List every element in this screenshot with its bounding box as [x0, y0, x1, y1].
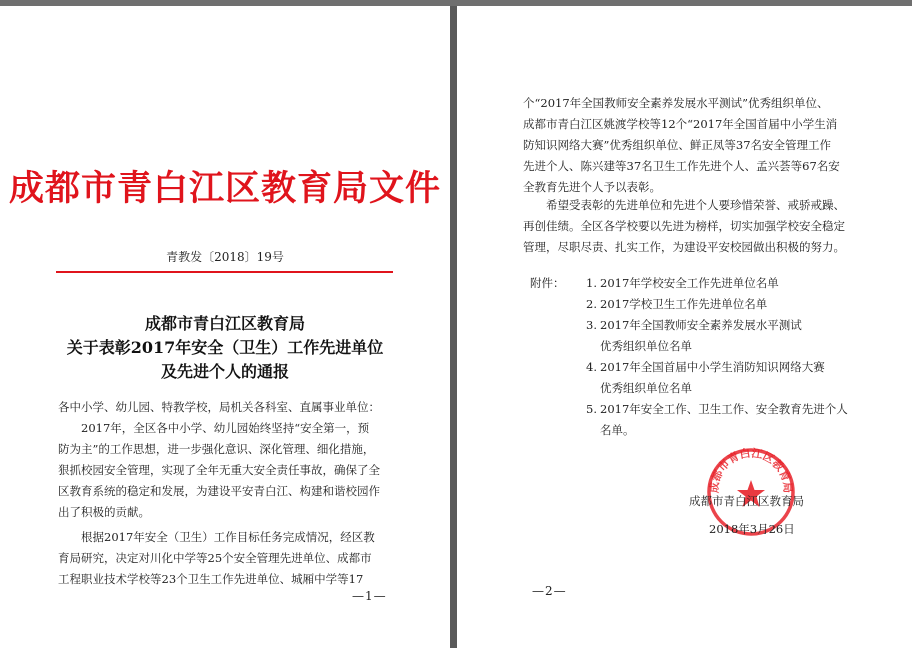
paragraph-line: 出了积极的贡献。 — [58, 505, 150, 519]
page-number: —2— — [532, 584, 567, 598]
attachment-title-continued: 优秀组织单位名单 — [600, 339, 692, 353]
attachment-item — [530, 315, 848, 336]
attachment-item — [530, 273, 848, 294]
attachment-title: 2017年全国首届中小学生消防知识网络大赛 — [600, 360, 825, 374]
attachment-number: 2. — [586, 297, 597, 311]
paragraph-line: 先进个人、陈兴建等37名卫生工作先进个人、孟兴荟等67名安 — [523, 159, 840, 173]
notice-title-line: 关于表彰2017年安全（卫生）工作先进单位 — [66, 338, 384, 357]
notice-title — [0, 312, 450, 384]
paragraph-line: 防知识网络大赛”优秀组织单位、鲜正凤等37名安全管理工作 — [523, 138, 832, 152]
paragraph-line: 个“2017年全国教师安全素养发展水平测试”优秀组织单位、 — [523, 96, 829, 110]
signing-authority: 成都市青白江区教育局 — [689, 494, 804, 508]
paragraph-line: 根据2017年安全（卫生）工作目标任务完成情况，经区教 — [81, 530, 375, 544]
paragraph-line: 2017年，全区各中小学、幼儿园始终坚持“安全第一，预 — [81, 421, 370, 435]
attachment-item — [530, 399, 848, 420]
attachment-title: 2017年全国教师安全素养发展水平测试 — [600, 318, 802, 332]
page-number: —1— — [352, 589, 387, 603]
paragraph-line: 管理，尽职尽责、扎实工作，为建设平安校园做出积极的努力。 — [523, 240, 845, 254]
issue-date: 2018年3月26日 — [709, 522, 795, 536]
attachment-title-continued: 优秀组织单位名单 — [600, 381, 692, 395]
attachment-number: 4. — [586, 360, 597, 374]
paragraph-line: 狠抓校园安全管理，实现了全年无重大安全责任事故，确保了全 — [58, 463, 380, 477]
paragraph-line: 防为主”的工作思想，进一步强化意识、深化管理、细化措施， — [58, 442, 375, 456]
document-page-2 — [457, 6, 912, 648]
attachments-label: 附件： — [530, 276, 565, 290]
recipients-line: 各中小学、幼儿园、特教学校，局机关各科室、直属事业单位： — [58, 400, 380, 414]
attachment-title: 2017学校卫生工作先进单位名单 — [600, 297, 768, 311]
paragraph-line: 工程职业技术学校等23个卫生工作先进单位、城厢中学等17 — [58, 572, 364, 586]
paragraph-line: 再创佳绩。全区各学校要以先进为榜样，切实加强学校安全稳定 — [523, 219, 845, 233]
paragraph-line: 成都市青白江区姚渡学校等12个“2017年全国首届中小学生消 — [523, 117, 838, 131]
attachment-number: 1. — [586, 276, 597, 290]
attachment-number: 5. — [586, 402, 597, 416]
document-header-title: 成都市青白江区教育局文件 — [8, 168, 441, 209]
document-page-1 — [0, 6, 450, 648]
attachments-list — [530, 273, 848, 441]
attachment-title: 2017年安全工作、卫生工作、安全教育先进个人 — [600, 402, 848, 416]
attachment-title: 2017年学校安全工作先进单位名单 — [600, 276, 779, 290]
page-gutter — [450, 6, 457, 648]
notice-body — [58, 397, 404, 590]
hope-paragraph — [523, 195, 883, 258]
continued-paragraph — [523, 93, 883, 198]
red-divider-line — [56, 271, 393, 273]
notice-title-line: 及先进个人的通报 — [160, 362, 289, 381]
attachment-item — [530, 294, 848, 315]
attachment-number: 3. — [586, 318, 597, 332]
paragraph-line: 希望受表彰的先进单位和先进个人要珍惜荣誉、戒骄戒躁、 — [546, 198, 845, 212]
document-number: 青教发〔2018〕19号 — [166, 250, 284, 264]
paragraph-line: 全教育先进个人予以表彰。 — [523, 180, 661, 194]
paragraph-line: 育局研究，决定对川化中学等25个安全管理先进单位、成都市 — [58, 551, 372, 565]
seal-text: 成都市青白江区教育局 — [707, 446, 795, 494]
paragraph-line: 区教育系统的稳定和发展，为建设平安青白江、构建和谐校园作 — [58, 484, 380, 498]
attachment-title-continued: 名单。 — [600, 423, 635, 437]
notice-title-line: 成都市青白江区教育局 — [144, 314, 305, 333]
attachment-item — [530, 357, 848, 378]
